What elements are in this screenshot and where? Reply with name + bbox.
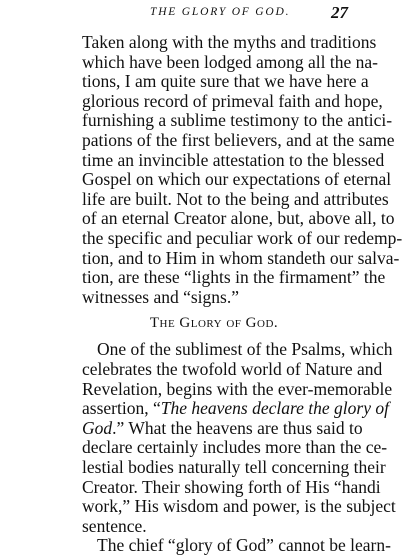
body-line <box>82 417 363 438</box>
body-line: The chief “glory of God” cannot be learn- <box>97 535 391 555</box>
scripture-quote: The heavens declare the glory of <box>160 398 389 419</box>
body-line: glorious record of primeval faith and hope, <box>82 90 383 111</box>
body-line: which have been lodged among all the na- <box>82 51 378 72</box>
body-line: furnishing a sublime testimony to the antici- <box>82 110 393 131</box>
body-line: witnesses and “signs.” <box>82 286 239 307</box>
body-line: work,” His wisdom and power, is the subject <box>82 496 396 517</box>
body-line: tion, are these “lights in the firmament” the <box>82 267 386 288</box>
section-heading: The Glory of God. <box>149 315 279 332</box>
body-line: Taken along with the myths and traditions <box>82 32 377 52</box>
body-line: sentence. <box>82 515 147 536</box>
body-line: tions, I am quite sure that we have here a <box>82 71 369 92</box>
body-line: celebrates the twofold world of Nature and <box>82 359 383 379</box>
body-line: One of the sublimest of the Psalms, which <box>97 339 393 360</box>
body-line: Creator. Their showing forth of His “handi <box>82 476 381 497</box>
body-line: Revelation, begins with the ever-memorable <box>82 378 393 399</box>
body-line: Gospel on which our expectations of eternal <box>82 169 392 190</box>
body-line: lestial bodies naturally tell concerning their <box>82 457 386 477</box>
body-line: pations of the first believers, and at the same <box>82 130 395 150</box>
body-line: life are built. Not to the being and attributes <box>82 188 389 209</box>
body-line: of an eternal Creator alone, but, above all, to <box>82 208 395 229</box>
body-line: declare certainly includes more than the ce- <box>82 437 388 458</box>
line-text: assertion, “ <box>82 398 161 419</box>
scripture-quote: God <box>82 417 113 438</box>
body-line: tion, and to Him in whom standeth our salva- <box>82 247 400 268</box>
line-text: .” What the heavens are thus said to <box>112 417 363 438</box>
body-line: time an invincible attestation to the blessed <box>82 149 385 170</box>
body-line: the specific and peculiar work of our redemp- <box>82 228 403 248</box>
running-head: THE GLORY OF GOD. <box>150 6 291 18</box>
page-number: 27 <box>331 3 348 22</box>
body-line <box>82 398 389 419</box>
